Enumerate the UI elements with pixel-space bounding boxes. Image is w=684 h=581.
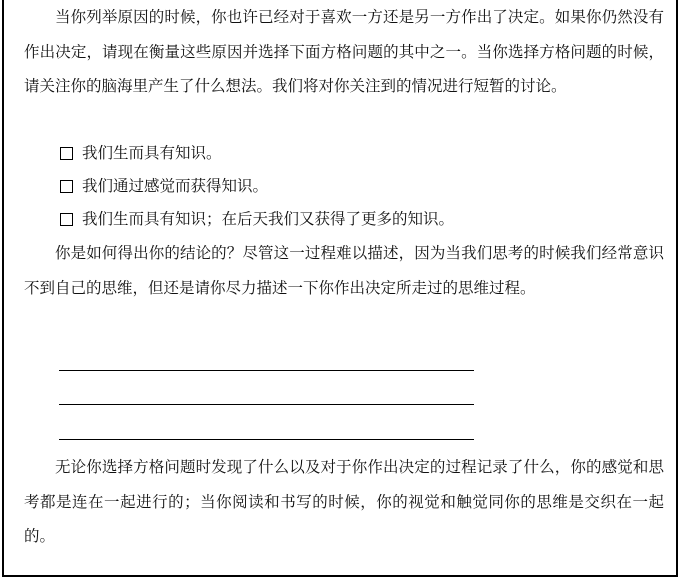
checkbox[interactable]	[60, 213, 73, 226]
option-innate-and-acquired-knowledge[interactable]	[60, 209, 454, 229]
question-paragraph: 你是如何得出你的结论的？尽管这一过程难以描述，因为当我们思考的时候我们经常意识不到自己的思维，但还是请你尽力描述一下你作出决定所走过的思维过程。	[24, 244, 664, 297]
option-label: 我们通过感觉而获得知识。	[82, 177, 269, 195]
document-frame	[2, 0, 678, 577]
option-label: 我们生而具有知识。	[82, 144, 222, 162]
option-innate-knowledge[interactable]	[60, 143, 222, 163]
option-sense-knowledge[interactable]	[60, 176, 268, 196]
option-label: 我们生而具有知识；在后天我们又获得了更多的知识。	[82, 210, 455, 228]
checkbox[interactable]	[60, 180, 73, 193]
checkbox[interactable]	[60, 147, 73, 160]
answer-line-3[interactable]	[59, 439, 474, 440]
closing-paragraph: 无论你选择方格问题时发现了什么以及对于你作出决定的过程记录了什么，你的感觉和思考都是连在一起进行的；当你阅读和书写的时候，你的视觉和触觉同你的思维是交织在一起的。	[24, 458, 664, 545]
intro-paragraph: 当你列举原因的时候，你也许已经对于喜欢一方还是另一方作出了决定。如果你仍然没有作出决定，请现在衡量这些原因并选择下面方格问题的其中之一。当你选择方格问题的时候，请关注你的脑海里产生了什么想法。我们将对你关注到的情况进行短暂的讨论。	[24, 8, 664, 95]
answer-line-1[interactable]	[59, 370, 474, 371]
answer-line-2[interactable]	[59, 404, 474, 405]
